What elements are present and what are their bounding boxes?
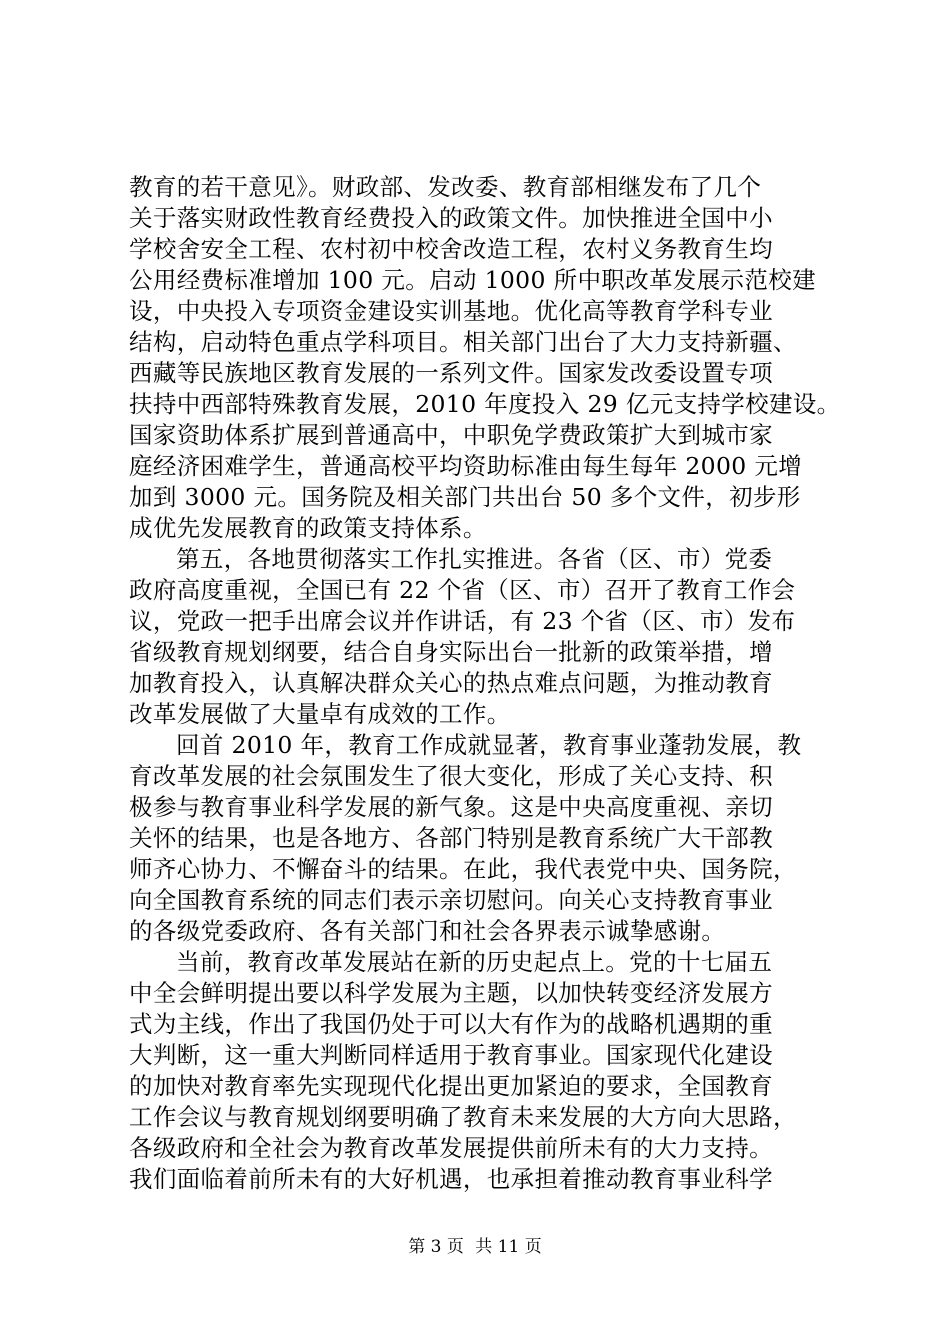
text-line: 议，党政一把手出席会议并作讲话，有 23 个省（区、市）发布: [129, 607, 796, 635]
text-line: 扶持中西部特殊教育发展，2010 年度投入 29 亿元支持学校建设。: [129, 390, 841, 418]
page-number: 第 3 页: [408, 1237, 464, 1257]
text-line: 大判断，这一重大判断同样适用于教育事业。国家现代化建设: [129, 1041, 773, 1069]
text-line: 各级政府和全社会为教育改革发展提供前所未有的大力支持。: [129, 1134, 773, 1162]
text-line: 省级教育规划纲要，结合自身实际出台一批新的政策举措，增: [129, 638, 773, 666]
text-line: 国家资助体系扩展到普通高中，中职免学费政策扩大到城市家: [129, 421, 773, 449]
text-line: 学校舍安全工程、农村初中校舍改造工程，农村义务教育生均: [129, 235, 773, 263]
page-footer: [0, 1236, 950, 1258]
text-line: 公用经费标准增加 100 元。启动 1000 所中职改革发展示范校建: [129, 266, 816, 294]
text-line: 改革发展做了大量卓有成效的工作。: [129, 700, 511, 728]
text-line: 西藏等民族地区教育发展的一系列文件。国家发改委设置专项: [129, 359, 773, 387]
page-total: 共 11 页: [475, 1237, 542, 1257]
paragraph-start-line: 当前，教育改革发展站在新的历史起点上。党的十七届五: [176, 948, 773, 976]
text-line: 育改革发展的社会氛围发生了很大变化，形成了关心支持、积: [129, 762, 773, 790]
text-line: 的各级党委政府、各有关部门和社会各界表示诚挚感谢。: [129, 917, 726, 945]
text-line: 教育的若干意见》。财政部、发改委、教育部相继发布了几个: [129, 173, 762, 201]
paragraph-start-line: 回首 2010 年，教育工作成就显著，教育事业蓬勃发展，教: [176, 731, 802, 759]
text-line: 师齐心协力、不懈奋斗的结果。在此，我代表党中央、国务院，: [129, 855, 797, 883]
text-line: 中全会鲜明提出要以科学发展为主题，以加快转变经济发展方: [129, 979, 773, 1007]
text-line: 设，中央投入专项资金建设实训基地。优化高等教育学科专业: [129, 297, 773, 325]
text-line: 我们面临着前所未有的大好机遇，也承担着推动教育事业科学: [129, 1165, 773, 1193]
text-line: 成优先发展教育的政策支持体系。: [129, 514, 487, 542]
text-line: 关于落实财政性教育经费投入的政策文件。加快推进全国中小: [129, 204, 773, 232]
text-line: 向全国教育系统的同志们表示亲切慰问。向关心支持教育事业: [129, 886, 773, 914]
page-body-text: [129, 172, 841, 1195]
text-line: 政府高度重视，全国已有 22 个省（区、市）召开了教育工作会: [129, 576, 796, 604]
paragraph-start-line: 第五，各地贯彻落实工作扎实推进。各省（区、市）党委: [176, 545, 773, 573]
text-line: 式为主线，作出了我国仍处于可以大有作为的战略机遇期的重: [129, 1010, 773, 1038]
text-line: 庭经济困难学生，普通高校平均资助标准由每生每年 2000 元增: [129, 452, 803, 480]
text-line: 加到 3000 元。国务院及相关部门共出台 50 多个文件，初步形: [129, 483, 801, 511]
text-line: 的加快对教育率先实现现代化提出更加紧迫的要求，全国教育: [129, 1072, 773, 1100]
text-line: 工作会议与教育规划纲要明确了教育未来发展的大方向大思路，: [129, 1103, 797, 1131]
text-line: 加教育投入，认真解决群众关心的热点难点问题，为推动教育: [129, 669, 773, 697]
text-line: 极参与教育事业科学发展的新气象。这是中央高度重视、亲切: [129, 793, 773, 821]
text-line: 结构，启动特色重点学科项目。相关部门出台了大力支持新疆、: [129, 328, 797, 356]
text-line: 关怀的结果，也是各地方、各部门特别是教育系统广大干部教: [129, 824, 773, 852]
